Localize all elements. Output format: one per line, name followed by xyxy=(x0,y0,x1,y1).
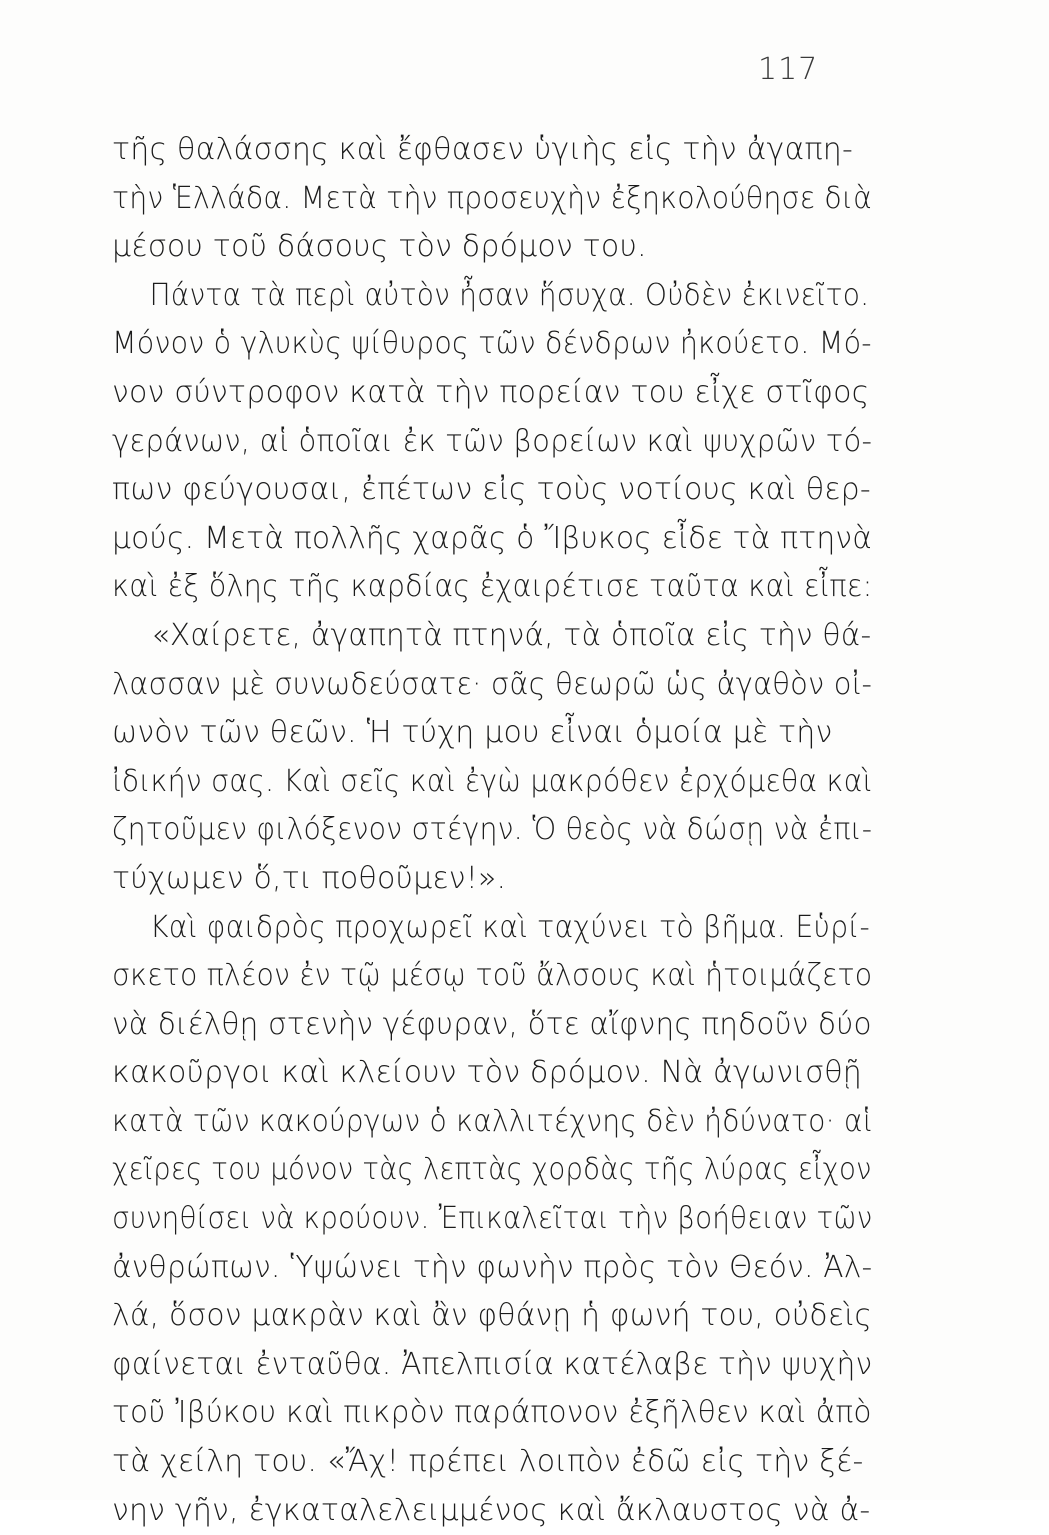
text-line: ἀνθρώπων. Ὑψώνει τὴν φωνὴν πρὸς τὸν Θεόν. Ἀλ- xyxy=(112,1249,873,1285)
text-line: ἰδικήν σας. Καὶ σεῖς καὶ ἐγὼ μακρόθεν ἐρχόμεθα καὶ xyxy=(112,763,873,799)
text-line: τῆς θαλάσσης καὶ ἔφθασεν ὑγιὴς εἰς τὴν ἀγαπη- xyxy=(112,132,853,167)
text-line: καὶ ἐξ ὅλης τῆς καρδίας ἐχαιρέτισε ταῦτα καὶ εἶπε: xyxy=(112,569,873,605)
text-line: Καὶ φαιδρὸς προχωρεῖ καὶ ταχύνει τὸ βῆμα. Εὑρί- xyxy=(149,909,871,945)
text-line: πων φεύγουσαι, ἐπέτων εἰς τοὺς νοτίους καὶ θερ- xyxy=(112,472,871,508)
text-line: τὴν Ἑλλάδα. Μετὰ τὴν προσευχὴν ἐξηκολούθησε διὰ xyxy=(112,180,873,216)
text-line: τοῦ Ἰβύκου καὶ πικρὸν παράπονον ἐξῆλθεν καὶ ἀπὸ xyxy=(112,1395,872,1431)
text-line: κατὰ τῶν κακούργων ὁ καλλιτέχνης δὲν ἠδύνατο· αἱ xyxy=(112,1103,873,1139)
text-line: Πάντα τὰ περὶ αὐτὸν ἦσαν ἥσυχα. Οὐδὲν ἐκινεῖτο. xyxy=(149,277,870,313)
text-line: μέσου τοῦ δάσους τὸν δρόμον του. xyxy=(112,229,647,265)
text-line: συνηθίσει νὰ κρούουν. Ἐπικαλεῖται τὴν βοήθειαν τῶν xyxy=(112,1201,873,1237)
text-line: Μόνον ὁ γλυκὺς ψίθυρος τῶν δένδρων ἠκούετο. Μό- xyxy=(112,326,872,362)
text-line: τύχωμεν ὅ,τι ποθοῦμεν!». xyxy=(112,860,507,896)
text-line: σκετο πλέον ἐν τῷ μέσῳ τοῦ ἄλσους καὶ ἡτοιμάζετο xyxy=(112,958,873,994)
text-line: ζητοῦμεν φιλόξενον στέγην. Ὁ θεὸς νὰ δώσῃ νὰ ἐπι- xyxy=(112,812,873,848)
body-text xyxy=(112,126,872,1535)
text-line: τὰ χείλη του. «Ἄχ! πρέπει λοιπὸν ἐδῶ εἰς τὴν ξέ- xyxy=(112,1444,864,1480)
page-number: 117 xyxy=(758,52,819,87)
text-line: νον σύντροφον κατὰ τὴν πορείαν του εἶχε στῖφος xyxy=(112,374,870,410)
text-line: γεράνων, αἱ ὁποῖαι ἐκ τῶν βορείων καὶ ψυχρῶν τό- xyxy=(112,423,873,459)
text-line: μούς. Μετὰ πολλῆς χαρᾶς ὁ Ἴβυκος εἶδε τὰ πτηνὰ xyxy=(112,520,873,556)
text-line: νὰ διέλθῃ στενὴν γέφυραν, ὅτε αἴφνης πηδοῦν δύο xyxy=(112,1006,872,1042)
text-line: ωνὸν τῶν θεῶν. Ἡ τύχη μου εἶναι ὁμοία μὲ τὴν xyxy=(112,715,833,751)
text-line: χεῖρες του μόνον τὰς λεπτὰς χορδὰς τῆς λύρας εἶχον xyxy=(112,1152,872,1188)
text-line: λασσαν μὲ συνωδεύσατε· σᾶς θεωρῶ ὡς ἀγαθὸν οἰ- xyxy=(112,666,873,702)
text-line: φαίνεται ἐνταῦθα. Ἀπελπισία κατέλαβε τὴν ψυχὴν xyxy=(112,1346,873,1382)
text-line: κακοῦργοι καὶ κλείουν τὸν δρόμον. Νὰ ἀγωνισθῇ xyxy=(112,1055,862,1091)
text-line: «Χαίρετε, ἀγαπητὰ πτηνά, τὰ ὁποῖα εἰς τὴν θά- xyxy=(151,617,872,653)
text-line: λά, ὅσον μακρὰν καὶ ἂν φθάνῃ ἡ φωνή του, οὐδεὶς xyxy=(112,1298,873,1334)
text-line: νην γῆν, ἐγκαταλελειμμένος καὶ ἄκλαυστος νὰ ἀ- xyxy=(112,1492,871,1528)
